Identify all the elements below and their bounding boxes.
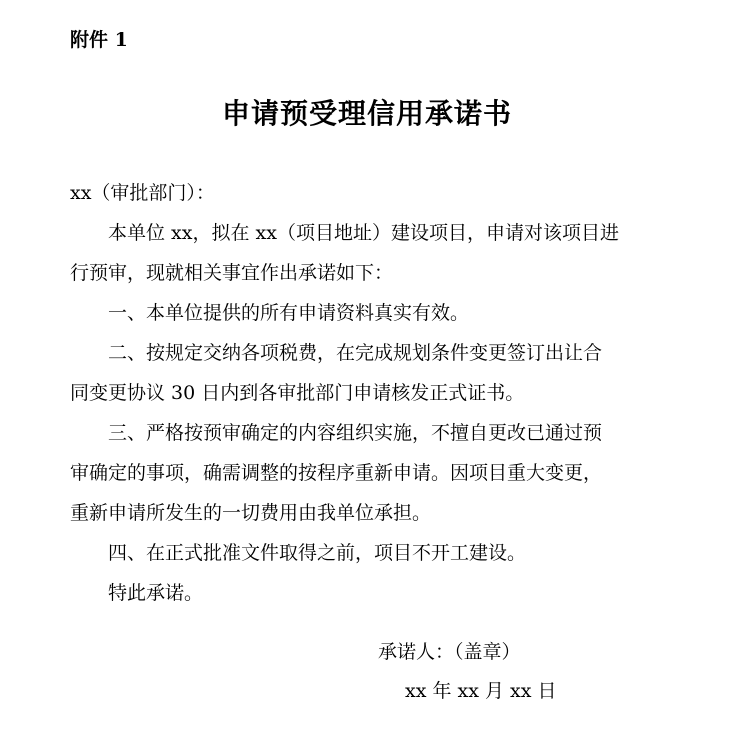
signature-line: 承诺人：（盖章） xyxy=(378,641,521,663)
paragraph-1-line-1: 本单位 xx，拟在 xx（项目地址）建设项目，申请对该项目进 xyxy=(108,222,619,244)
item-2-line-2: 同变更协议 30 日内到各审批部门申请核发正式证书。 xyxy=(70,382,525,404)
closing-text: 特此承诺。 xyxy=(108,582,204,604)
document-title: 申请预受理信用承诺书 xyxy=(221,97,512,130)
paragraph-1-line-2: 行预审，现就相关事宜作出承诺如下： xyxy=(70,262,394,284)
item-1-line-1: 一、本单位提供的所有申请资料真实有效。 xyxy=(108,302,470,324)
date-line: xx 年 xx 月 xx 日 xyxy=(405,680,557,702)
addressee: xx（审批部门）： xyxy=(70,182,215,204)
item-3-line-3: 重新申请所发生的一切费用由我单位承担。 xyxy=(70,502,432,524)
item-3-line-1: 三、严格按预审确定的内容组织实施，不擅自更改已通过预 xyxy=(108,422,603,444)
attachment-label: 附件 1 xyxy=(70,29,128,51)
item-3-line-2: 审确定的事项，确需调整的按程序重新申请。因项目重大变更， xyxy=(70,462,603,484)
item-2-line-1: 二、按规定交纳各项税费，在完成规划条件变更签订出让合 xyxy=(108,342,603,364)
item-4-line-1: 四、在正式批准文件取得之前，项目不开工建设。 xyxy=(108,542,527,564)
